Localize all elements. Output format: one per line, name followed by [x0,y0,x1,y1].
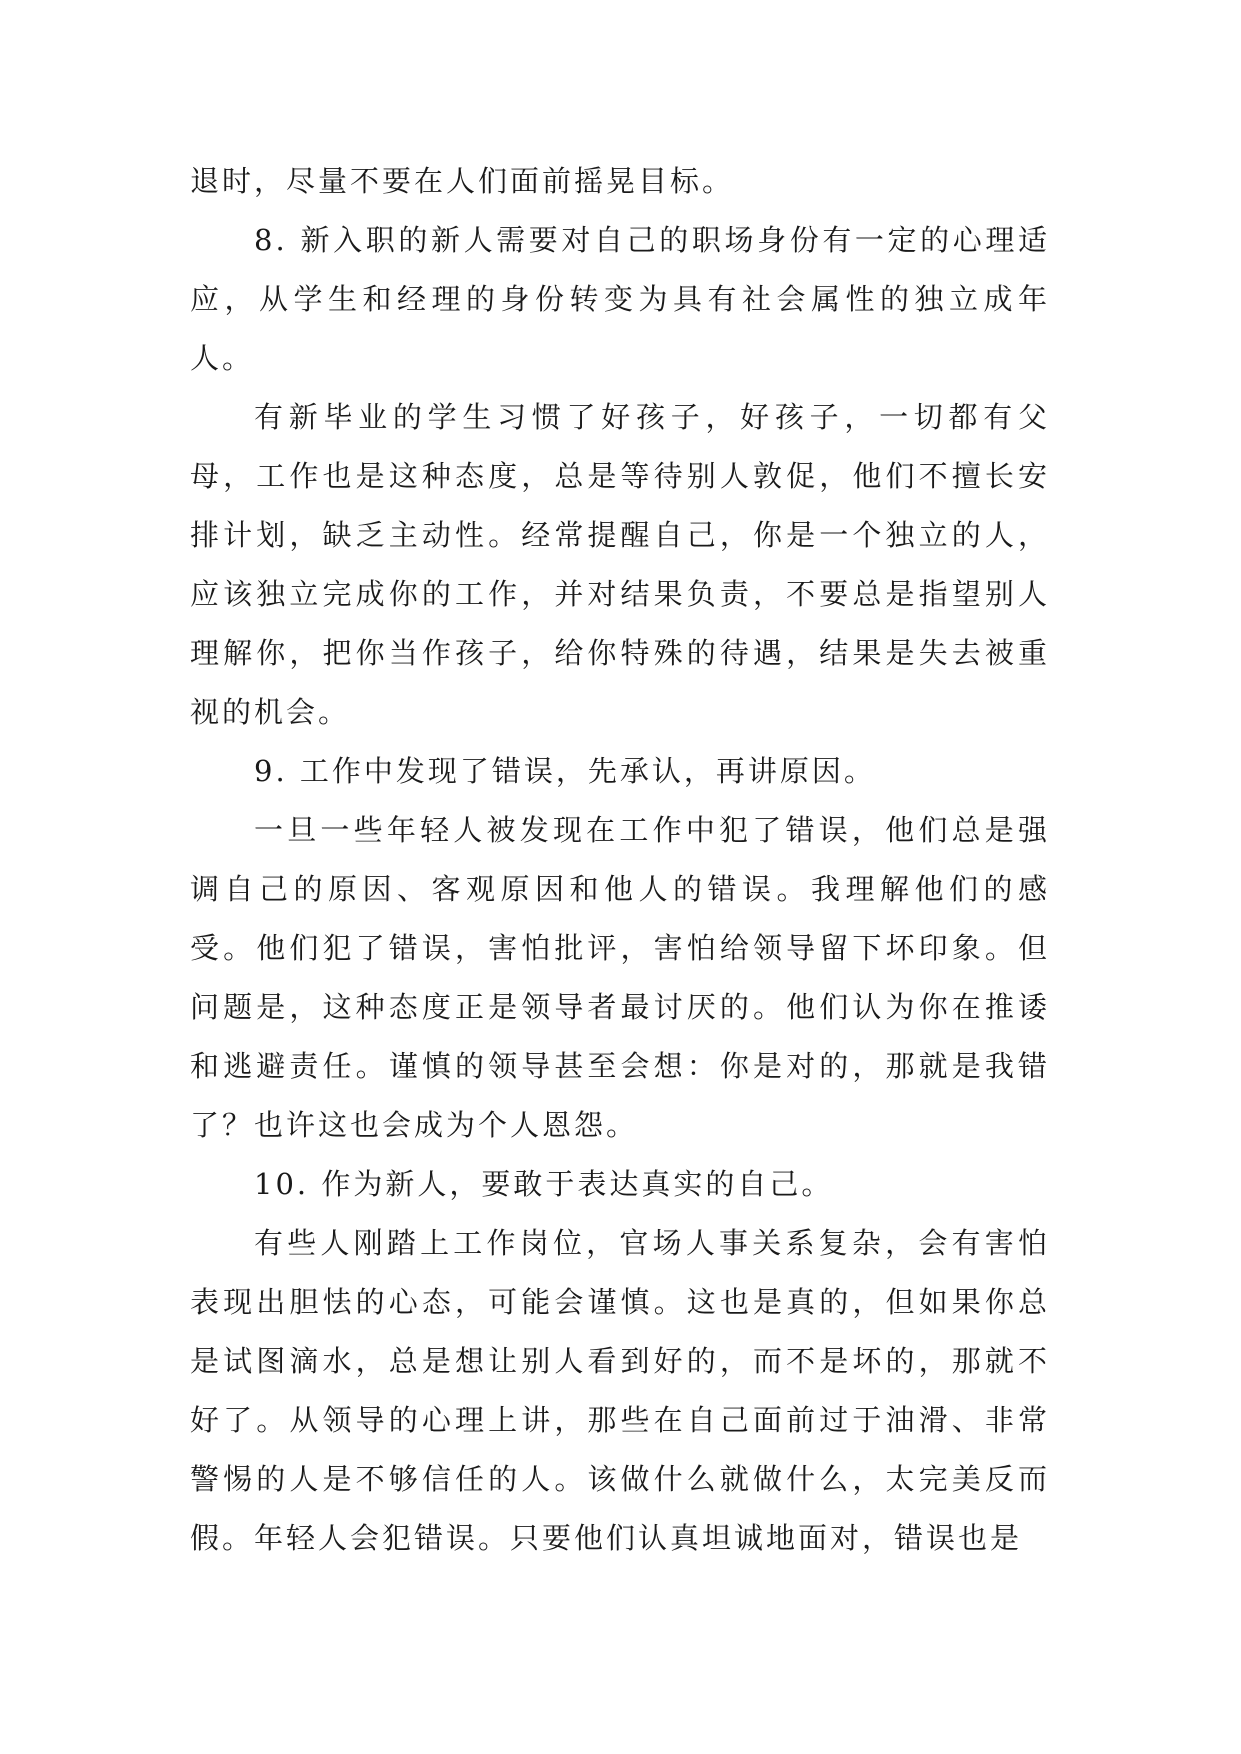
document-body [190,152,1050,1568]
paragraph-continuation: 退时，尽量不要在人们面前摇晃目标。 [190,164,735,198]
paragraph-item-8: 8. 新入职的新人需要对自己的职场身份有一定的心理适应，从学生和经理的身份转变为具有社会属性的独立成年人。 [190,223,1050,375]
paragraph-item-9-detail: 一旦一些年轻人被发现在工作中犯了错误，他们总是强调自己的原因、客观原因和他人的错误。我理解他们的感受。他们犯了错误，害怕批评，害怕给领导留下坏印象。但问题是，这种态度正是领导者最讨厌的。他们认为你在推诿和逃避责任。谨慎的领导甚至会想：你是对的，那就是我错了？也许这也会成为个人恩怨。 [190,813,1050,1142]
paragraph-item-10-detail: 有些人刚踏上工作岗位，官场人事关系复杂，会有害怕表现出胆怯的心态，可能会谨慎。这也是真的，但如果你总是试图滴水，总是想让别人看到好的，而不是坏的，那就不好了。从领导的心理上讲，那些在自己面前过于油滑、非常警惕的人是不够信任的人。该做什么就做什么，太完美反而假。年轻人会犯错误。只要他们认真坦诚地面对，错误也是 [190,1226,1050,1555]
paragraph-item-8-detail: 有新毕业的学生习惯了好孩子，好孩子，一切都有父母，工作也是这种态度，总是等待别人敦促，他们不擅长安排计划，缺乏主动性。经常提醒自己，你是一个独立的人，应该独立完成你的工作，并对结果负责，不要总是指望别人理解你，把你当作孩子，给你特殊的待遇，结果是失去被重视的机会。 [190,400,1050,729]
paragraph-item-10: 10. 作为新人，要敢于表达真实的自己。 [254,1167,834,1201]
paragraph-item-9: 9. 工作中发现了错误，先承认，再讲原因。 [254,754,876,788]
